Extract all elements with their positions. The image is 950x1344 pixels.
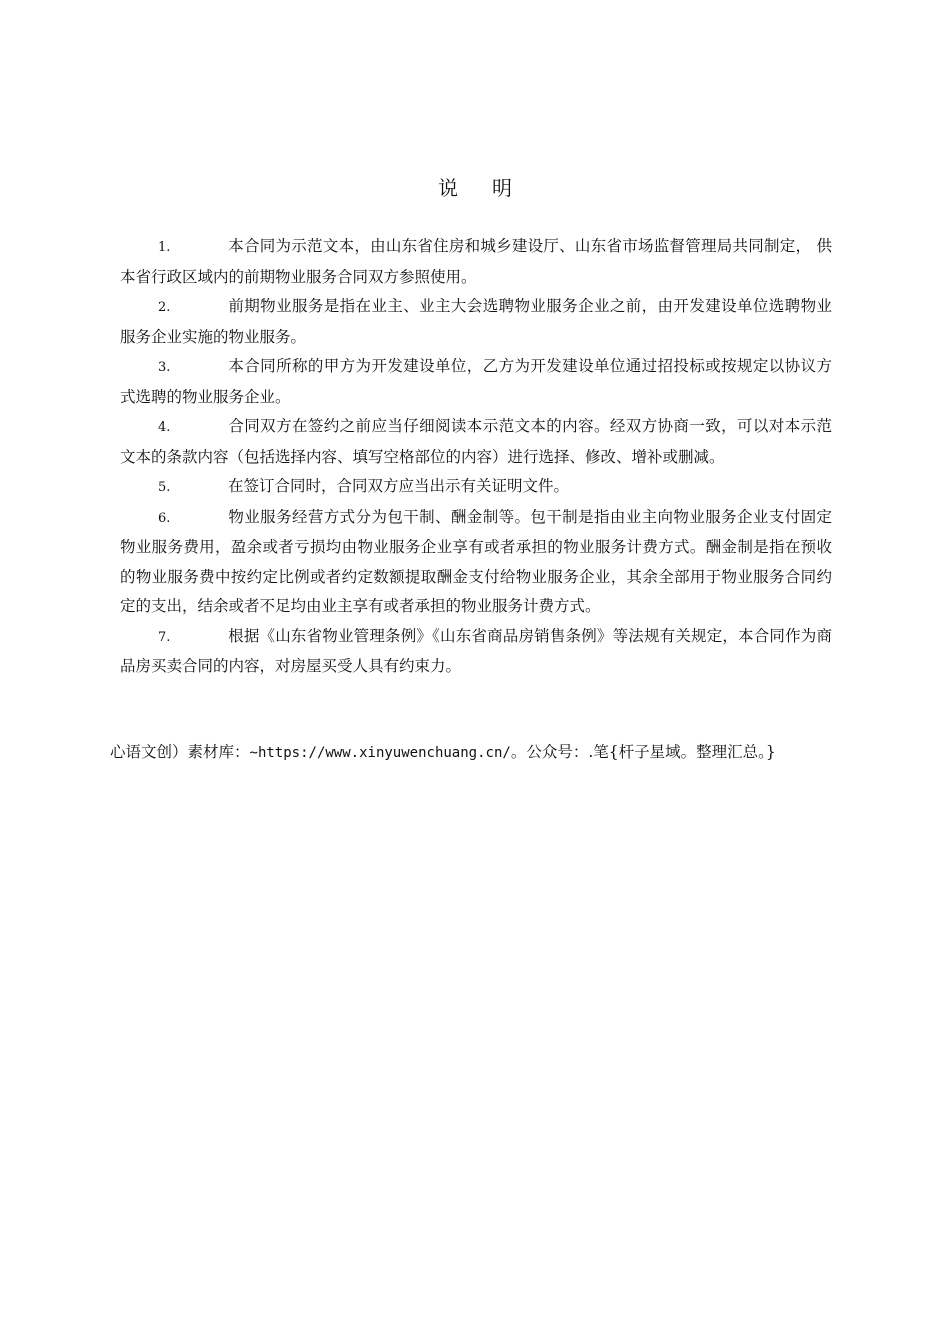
- item-text: 根据《山东省物业管理条例》《山东省商品房销售条例》等法规有关规定，本合同作为商品房买卖合同的内容，对房屋买受人具有约束力。: [120, 626, 832, 675]
- list-item: [120, 472, 832, 503]
- list-item: [120, 503, 832, 622]
- list-item: [120, 352, 832, 412]
- list-item: [120, 232, 832, 292]
- source-note-prefix: 心语文创）素材库：: [110, 743, 250, 761]
- instructions-list: [120, 232, 832, 682]
- item-number: 6.: [158, 510, 171, 526]
- source-url: ~https://www.xinyuwenchuang.cn/: [249, 745, 511, 761]
- item-number: 2.: [158, 300, 171, 315]
- list-item: [120, 622, 832, 682]
- list-item: [120, 412, 832, 472]
- item-number: 1.: [158, 240, 171, 255]
- item-number: 3.: [158, 360, 171, 375]
- item-text: 物业服务经营方式分为包干制、酬金制等。包干制是指由业主向物业服务企业支付固定物业服务费用，盈余或者亏损均由物业服务企业享有或者承担的物业服务计费方式。酬金制是指在预收的物业服务费中按约定比例或者约定数额提取酬金支付给物业服务企业，其余全部用于物业服务合同约定的支出，结余或者不足均由业主享有或者承担的物业服务计费方式。: [120, 507, 832, 615]
- item-number: 7.: [158, 629, 171, 645]
- item-text: 合同双方在签约之前应当仔细阅读本示范文本的内容。经双方协商一致，可以对本示范文本的条款内容（包括选择内容、填写空格部位的内容）进行选择、修改、增补或删减。: [120, 417, 832, 466]
- list-item: [120, 292, 832, 352]
- source-note-suffix: 。公众号：.笔{杆子星域。整理汇总。}: [510, 743, 776, 761]
- source-note: [110, 738, 850, 768]
- item-number: 4.: [158, 420, 171, 435]
- item-text: 在签订合同时，合同双方应当出示有关证明文件。: [228, 477, 570, 495]
- page-title: 说明: [438, 176, 546, 200]
- item-text: 本合同所称的甲方为开发建设单位，乙方为开发建设单位通过招投标或按规定以协议方式选聘的物业服务企业。: [120, 357, 832, 406]
- item-text: 前期物业服务是指在业主、业主大会选聘物业服务企业之前，由开发建设单位选聘物业服务企业实施的物业服务。: [120, 297, 832, 346]
- item-text: 本合同为示范文本，由山东省住房和城乡建设厅、山东省市场监督管理局共同制定， 供本省行政区域内的前期物业服务合同双方参照使用。: [120, 237, 832, 286]
- item-number: 5.: [158, 480, 171, 495]
